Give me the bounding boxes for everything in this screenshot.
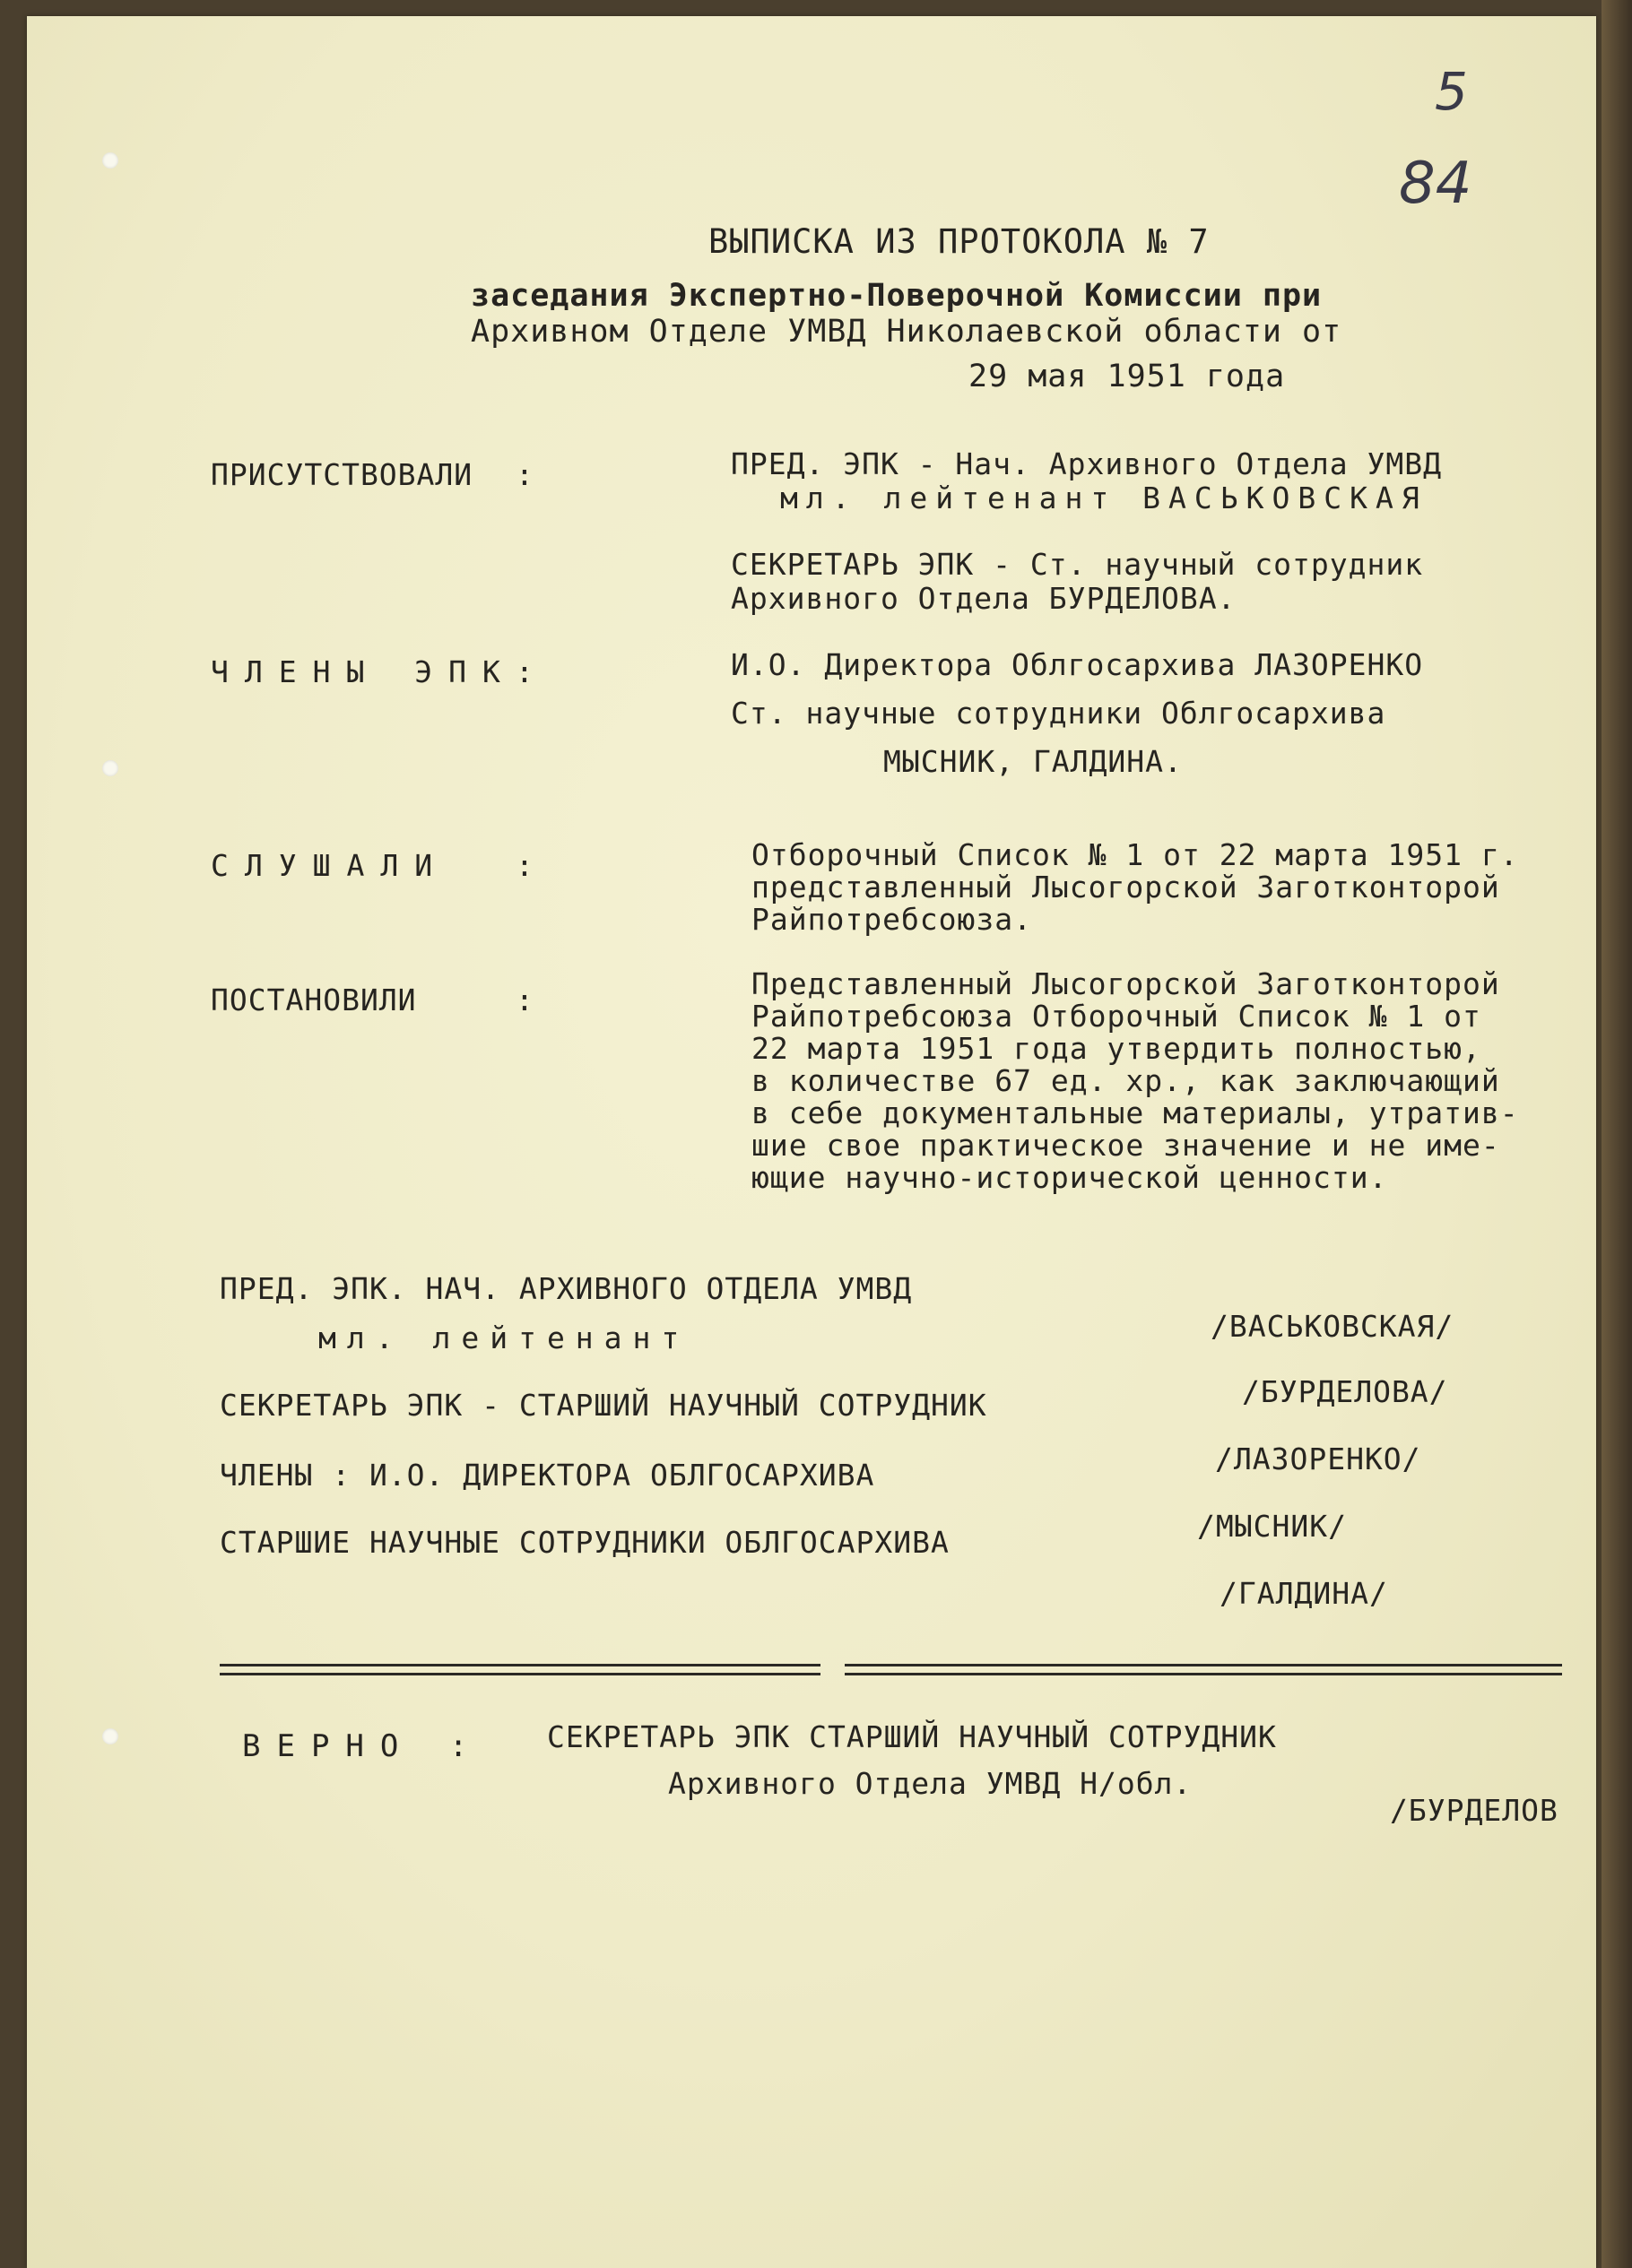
title-subline: Архивном Отделе УМВД Николаевской области от <box>471 314 1342 350</box>
heard-line: Отборочный Список № 1 от 22 марта 1951 г. <box>751 837 1519 872</box>
signature-staff-name: /ГАЛДИНА/ <box>1220 1576 1388 1611</box>
resolved-label: ПОСТАНОВИЛИ <box>211 983 417 1017</box>
certified-label: ВЕРНО : <box>242 1728 484 1764</box>
resolved-colon: : <box>516 983 534 1017</box>
members-line: МЫСНИК, ГАЛДИНА. <box>883 744 1183 779</box>
separator-rule <box>220 1673 820 1675</box>
signature-chair-title: ПРЕД. ЭПК. НАЧ. АРХИВНОГО ОТДЕЛА УМВД <box>220 1271 913 1306</box>
present-secretary-line: СЕКРЕТАРЬ ЭПК - Ст. научный сотрудник <box>731 547 1424 582</box>
signature-staff-name: /МЫСНИК/ <box>1197 1509 1347 1544</box>
heard-line: представленный Лысогорской Заготконторой <box>751 870 1500 905</box>
heard-label: СЛУШАЛИ <box>211 848 449 883</box>
signature-chair-rank: мл. лейтенант <box>318 1320 690 1355</box>
present-chair-line: мл. лейтенант ВАСЬКОВСКАЯ <box>780 480 1428 515</box>
resolved-line: ющие научно-исторической ценности. <box>751 1160 1388 1195</box>
certified-name: /БУРДЕЛОВ <box>1390 1793 1558 1828</box>
signature-members-title: ЧЛЕНЫ : И.О. ДИРЕКТОРА ОБЛГОСАРХИВА <box>220 1458 875 1493</box>
members-line: Ст. научные сотрудники Облгосархива <box>731 696 1386 731</box>
document-date: 29 мая 1951 года <box>968 359 1286 394</box>
signature-secretary-name: /БУРДЕЛОВА/ <box>1242 1374 1448 1409</box>
resolved-line: в количестве 67 ед. хр., как заключающий <box>751 1063 1500 1098</box>
heard-line: Райпотребсоюза. <box>751 902 1033 937</box>
certified-line: СЕКРЕТАРЬ ЭПК СТАРШИЙ НАУЧНЫЙ СОТРУДНИК <box>547 1719 1277 1754</box>
punch-hole <box>102 1728 118 1744</box>
signature-members-name: /ЛАЗОРЕНКО/ <box>1215 1441 1421 1476</box>
signature-staff-title: СТАРШИЕ НАУЧНЫЕ СОТРУДНИКИ ОБЛГОСАРХИВА <box>220 1525 950 1560</box>
punch-hole <box>102 760 118 776</box>
resolved-line: Райпотребсоюза Отборочный Список № 1 от <box>751 999 1481 1034</box>
resolved-line: шие свое практическое значение и не име- <box>751 1128 1500 1163</box>
resolved-line: в себе документальные материалы, утратив- <box>751 1095 1519 1130</box>
signature-secretary-title: СЕКРЕТАРЬ ЭПК - СТАРШИЙ НАУЧНЫЙ СОТРУДНИК <box>220 1388 987 1423</box>
folio-page-number: 84 <box>1399 151 1472 217</box>
certified-line: Архивного Отдела УМВД Н/обл. <box>668 1766 1193 1801</box>
separator-rule <box>220 1664 820 1666</box>
signature-chair-name: /ВАСЬКОВСКАЯ/ <box>1211 1309 1454 1344</box>
present-label: ПРИСУТСТВОВАЛИ <box>211 457 473 492</box>
members-colon: : <box>516 654 534 689</box>
resolved-line: 22 марта 1951 года утвердить полностью, <box>751 1031 1481 1066</box>
document-title: ВЫПИСКА ИЗ ПРОТОКОЛА № 7 <box>708 222 1210 261</box>
present-chair-line: ПРЕД. ЭПК - Нач. Архивного Отдела УМВД <box>731 446 1442 481</box>
members-line: И.О. Директора Облгосархива ЛАЗОРЕНКО <box>731 647 1424 682</box>
present-colon: : <box>516 457 534 492</box>
members-label: ЧЛЕНЫ ЭПК <box>211 654 517 689</box>
document-page <box>27 16 1596 2268</box>
title-subline: заседания Экспертно-Поверочной Комиссии при <box>471 278 1323 314</box>
punch-hole <box>102 152 118 169</box>
separator-rule <box>845 1673 1562 1675</box>
separator-rule <box>845 1664 1562 1666</box>
folio-mark: 5 <box>1435 61 1468 122</box>
resolved-line: Представленный Лысогорской Заготконторой <box>751 966 1500 1001</box>
backing-board-edge <box>1602 0 1632 2268</box>
present-secretary-line: Архивного Отдела БУРДЕЛОВА. <box>731 581 1237 616</box>
heard-colon: : <box>516 848 534 883</box>
